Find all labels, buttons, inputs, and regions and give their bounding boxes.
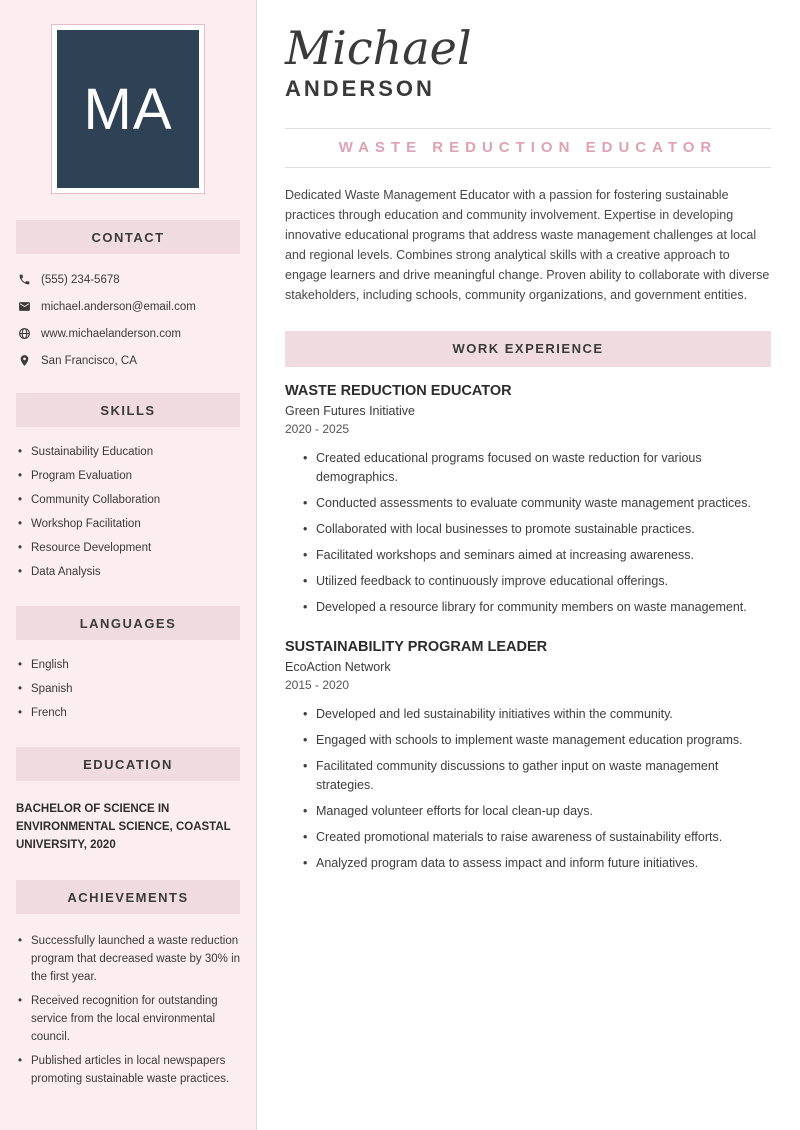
- job-bullet: • Facilitated community discussions to gather input on waste management strategies.: [303, 757, 771, 795]
- job-bullet-list: [285, 436, 771, 617]
- job-dates: 2015 - 2020: [285, 677, 350, 692]
- skill-item: • Workshop Facilitation: [18, 517, 246, 532]
- language-item: • Spanish: [18, 682, 246, 697]
- job-bullet: • Managed volunteer efforts for local clean-up days.: [303, 802, 771, 821]
- job-company: Green Futures Initiative: [285, 403, 415, 418]
- contact-website: www.michaelanderson.com: [41, 327, 181, 340]
- skills-list: [0, 427, 256, 580]
- achievements-list: [0, 914, 256, 1088]
- contact-phone-row: [18, 273, 248, 286]
- main-column: [257, 0, 800, 1130]
- job-title: WASTE REDUCTION EDUCATOR: [285, 382, 512, 399]
- achievement-item: • Received recognition for outstanding service from the local environmental council.: [18, 992, 246, 1046]
- skill-item: • Program Evaluation: [18, 469, 246, 484]
- job-bullet: • Created promotional materials to raise awareness of sustainability efforts.: [303, 828, 771, 847]
- avatar-initials: MA: [57, 30, 199, 188]
- skill-item: • Community Collaboration: [18, 493, 246, 508]
- job-bullet: • Engaged with schools to implement waste management education programs.: [303, 731, 771, 750]
- summary-paragraph: Dedicated Waste Management Educator with a passion for fostering sustainable practices through education and community involvement. Expertise in developing innovative educational programs that address waste management challenges at local and regional levels. Combines strong analytical skills with a creative approach to engage learners and drive meaningful change. Proven ability to collaborate with diverse stakeholders, including schools, community organizations, and government entities.: [285, 187, 770, 302]
- contact-location-row: [18, 354, 248, 367]
- sidebar: [0, 0, 257, 1130]
- job-entry: [285, 639, 771, 873]
- contact-phone: (555) 234-5678: [41, 273, 120, 286]
- job-bullet-list: [285, 692, 771, 873]
- skill-item: • Resource Development: [18, 541, 246, 556]
- languages-list: [0, 640, 256, 721]
- contact-section-header: CONTACT: [16, 220, 240, 254]
- contact-email-row: [18, 300, 248, 313]
- phone-icon: [18, 273, 31, 286]
- language-item: • English: [18, 658, 246, 673]
- work-experience-header: WORK EXPERIENCE: [285, 331, 771, 367]
- skills-section-header: SKILLS: [16, 393, 240, 427]
- job-bullet: • Developed a resource library for community members on waste management.: [303, 598, 771, 617]
- job-bullet: • Conducted assessments to evaluate community waste management practices.: [303, 494, 771, 513]
- email-icon: [18, 300, 31, 313]
- last-name: ANDERSON: [285, 75, 435, 101]
- job-entry: [285, 383, 771, 617]
- job-company: EcoAction Network: [285, 659, 391, 674]
- job-title: SUSTAINABILITY PROGRAM LEADER: [285, 638, 548, 655]
- job-bullet: • Facilitated workshops and seminars aimed at increasing awareness.: [303, 546, 771, 565]
- language-item: • French: [18, 706, 246, 721]
- avatar: [51, 24, 205, 194]
- contact-location: San Francisco, CA: [41, 354, 137, 367]
- first-name: Michael: [285, 21, 472, 75]
- contact-website-row: [18, 327, 248, 340]
- job-bullet: • Analyzed program data to assess impact and inform future initiatives.: [303, 854, 771, 873]
- achievements-section-header: ACHIEVEMENTS: [16, 880, 240, 914]
- job-bullet: • Developed and led sustainability initiatives within the community.: [303, 705, 771, 724]
- achievement-item: • Published articles in local newspapers promoting sustainable waste practices.: [18, 1052, 246, 1088]
- globe-icon: [18, 327, 31, 340]
- job-bullet: • Utilized feedback to continuously improve educational offerings.: [303, 572, 771, 591]
- education-degree: BACHELOR OF SCIENCE IN ENVIRONMENTAL SCIENCE, COASTAL UNIVERSITY, 2020: [16, 803, 231, 851]
- skill-item: • Sustainability Education: [18, 445, 246, 460]
- job-dates: 2020 - 2025: [285, 421, 350, 436]
- skill-item: • Data Analysis: [18, 565, 246, 580]
- divider-bottom: [285, 167, 771, 168]
- location-icon: [18, 354, 31, 367]
- job-bullet: • Created educational programs focused on waste reduction for various demographics.: [303, 449, 771, 487]
- contact-list: [0, 254, 256, 367]
- education-section-header: EDUCATION: [16, 747, 240, 781]
- languages-section-header: LANGUAGES: [16, 606, 240, 640]
- job-bullet: • Collaborated with local businesses to promote sustainable practices.: [303, 520, 771, 539]
- achievement-item: • Successfully launched a waste reduction program that decreased waste by 30% in the first year.: [18, 932, 246, 986]
- role-title: WASTE REDUCTION EDUCATOR: [338, 138, 718, 156]
- contact-email: michael.anderson@email.com: [41, 300, 196, 313]
